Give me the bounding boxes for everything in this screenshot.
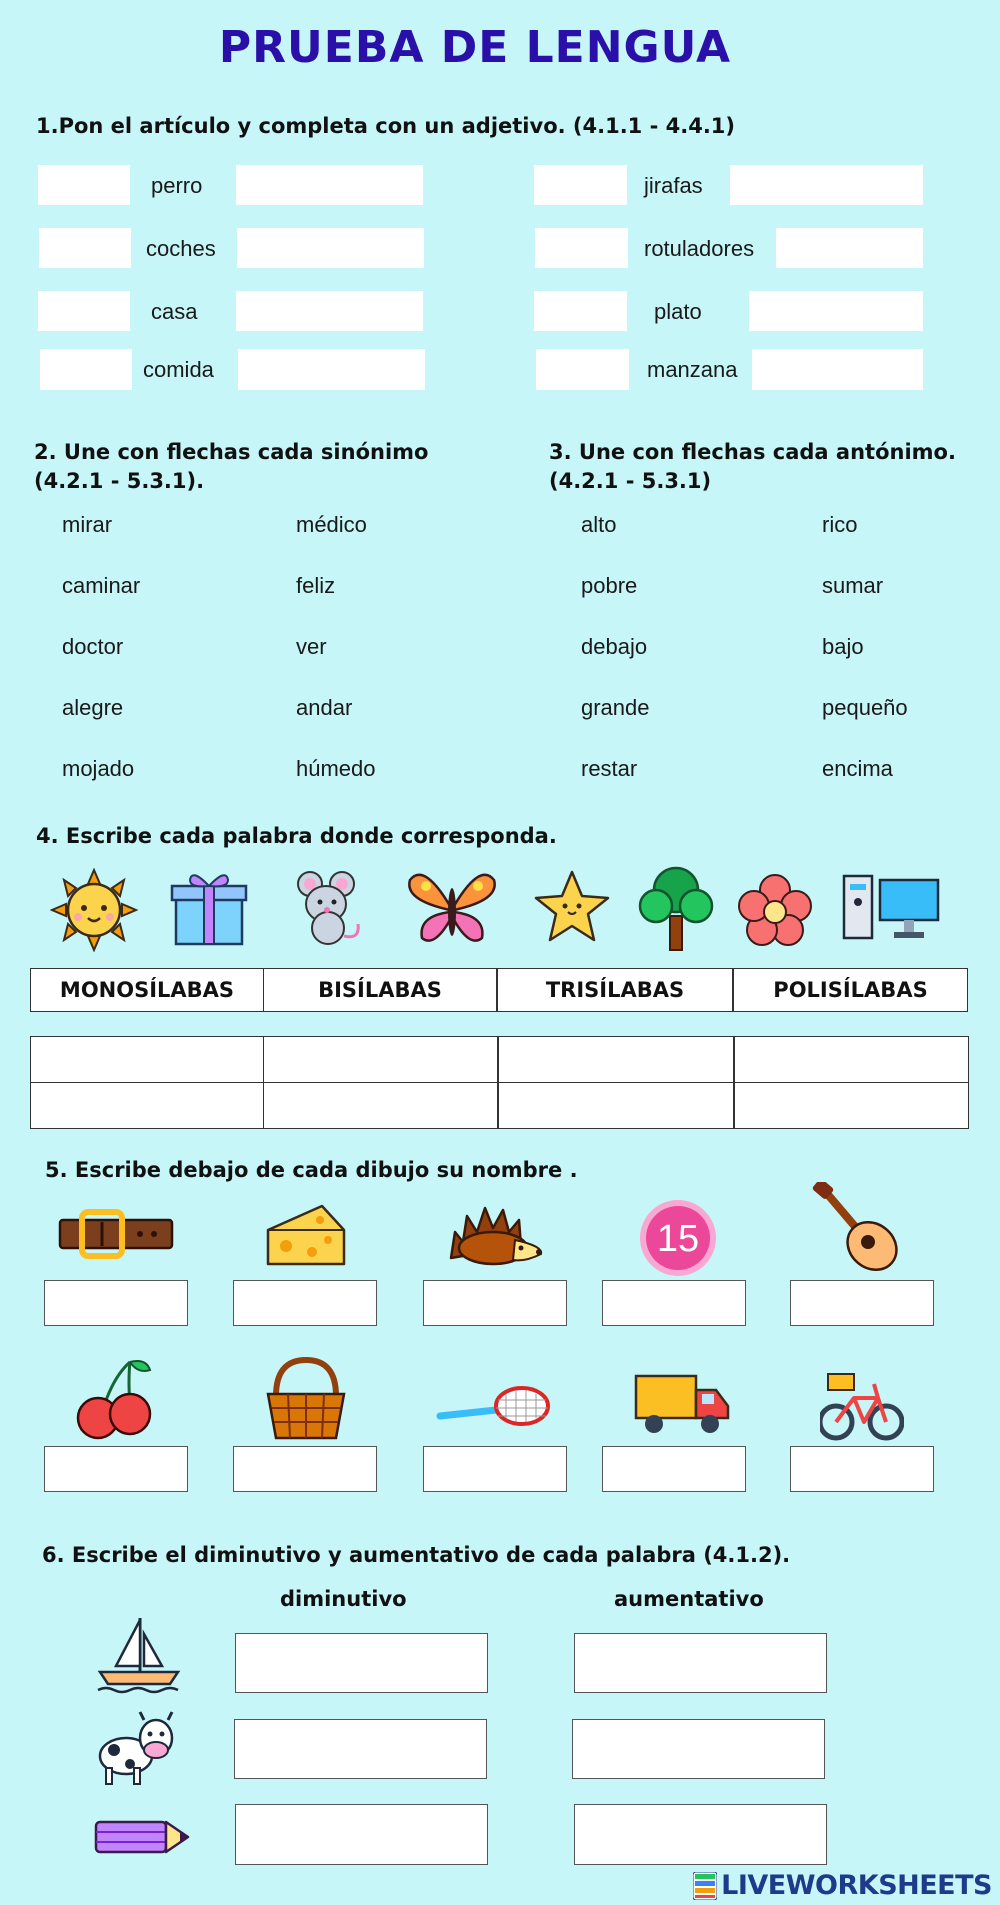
name-field-hedgehog[interactable] xyxy=(423,1280,567,1326)
basket-icon[interactable] xyxy=(264,1356,348,1442)
star-icon[interactable] xyxy=(532,868,612,946)
mouse-icon[interactable] xyxy=(288,866,368,948)
augmentative-field-pencil[interactable] xyxy=(574,1804,827,1865)
synonym-left-word[interactable]: mojado xyxy=(62,756,135,781)
tree-icon[interactable] xyxy=(636,864,716,952)
butterfly-icon[interactable] xyxy=(404,866,500,950)
adjective-field-jirafas[interactable] xyxy=(730,165,923,205)
sun-icon[interactable] xyxy=(50,868,138,952)
adjective-field-rotuladores[interactable] xyxy=(776,228,923,268)
guitar-icon[interactable] xyxy=(810,1182,906,1272)
noun-word: jirafas xyxy=(644,173,703,198)
answer-cell[interactable] xyxy=(734,1036,969,1083)
pencil-icon[interactable] xyxy=(90,1816,192,1858)
column-header-monosilabas: MONOSÍLABAS xyxy=(30,968,264,1012)
liveworksheets-logo[interactable] xyxy=(693,1870,992,1901)
hedgehog-icon[interactable] xyxy=(445,1202,545,1268)
section2-heading xyxy=(34,438,428,496)
answer-cell[interactable] xyxy=(263,1036,498,1083)
adjective-field-casa[interactable] xyxy=(236,291,423,331)
noun-word: plato xyxy=(654,299,702,324)
synonym-left-word[interactable]: alegre xyxy=(62,695,124,720)
flower-icon[interactable] xyxy=(738,874,812,950)
antonym-left-word[interactable]: alto xyxy=(581,512,617,537)
adjective-field-perro[interactable] xyxy=(236,165,423,205)
synonym-left-word[interactable]: caminar xyxy=(62,573,141,598)
synonym-left-word[interactable]: doctor xyxy=(62,634,124,659)
article-field-jirafas[interactable] xyxy=(534,165,627,205)
article-field-manzana[interactable] xyxy=(536,349,629,390)
section3-heading xyxy=(549,438,956,496)
antonym-right-word[interactable]: rico xyxy=(822,512,858,537)
synonym-right-word[interactable]: médico xyxy=(296,512,367,537)
noun-word: casa xyxy=(151,299,198,324)
synonym-right-word[interactable]: andar xyxy=(296,695,353,720)
bicycle-icon[interactable] xyxy=(820,1370,904,1442)
section2-heading-line1: 2. Une con flechas cada sinónimo xyxy=(34,440,429,464)
sailboat-icon[interactable] xyxy=(96,1614,182,1698)
racket-icon[interactable] xyxy=(436,1384,552,1430)
liveworksheets-logo-text: LIVEWORKSHEETS xyxy=(721,1870,992,1901)
antonym-right-word[interactable]: encima xyxy=(822,756,893,781)
answer-cell[interactable] xyxy=(498,1036,734,1083)
answer-cell[interactable] xyxy=(498,1082,734,1129)
diminutive-field-cow[interactable] xyxy=(234,1719,487,1779)
diminutive-field-pencil[interactable] xyxy=(235,1804,488,1865)
name-field-belt[interactable] xyxy=(44,1280,188,1326)
article-field-coches[interactable] xyxy=(39,228,131,268)
antonym-left-word[interactable]: restar xyxy=(581,756,638,781)
name-field-guitar[interactable] xyxy=(790,1280,934,1326)
adjective-field-manzana[interactable] xyxy=(752,349,923,390)
name-field-bicycle[interactable] xyxy=(790,1446,934,1492)
adjective-field-plato[interactable] xyxy=(749,291,923,331)
column-header-trisilabas: TRISÍLABAS xyxy=(497,968,733,1012)
adjective-field-comida[interactable] xyxy=(238,349,425,390)
number-fifteen-text: 15 xyxy=(656,1218,700,1260)
antonym-right-word[interactable]: bajo xyxy=(822,634,864,659)
augmentative-field-cow[interactable] xyxy=(572,1719,825,1779)
section2-heading-line2: (4.2.1 - 5.3.1). xyxy=(34,469,205,493)
augmentative-field-boat[interactable] xyxy=(574,1633,827,1693)
adjective-field-coches[interactable] xyxy=(237,228,424,268)
noun-word: perro xyxy=(151,173,203,198)
answer-cell[interactable] xyxy=(734,1082,969,1129)
diminutive-column-header: diminutivo xyxy=(280,1587,407,1611)
noun-word: comida xyxy=(143,357,214,382)
antonym-right-word[interactable]: sumar xyxy=(822,573,884,598)
section4-heading: 4. Escribe cada palabra donde corresponda. xyxy=(36,824,557,848)
name-field-racket[interactable] xyxy=(423,1446,567,1492)
augmentative-column-header: aumentativo xyxy=(614,1587,764,1611)
name-field-truck[interactable] xyxy=(602,1446,746,1492)
page-title: PRUEBA DE LENGUA xyxy=(218,22,732,73)
computer-icon[interactable] xyxy=(842,874,942,942)
gift-icon[interactable] xyxy=(168,866,250,948)
cow-icon[interactable] xyxy=(96,1708,176,1788)
liveworksheets-logo-icon xyxy=(693,1872,717,1900)
name-field-basket[interactable] xyxy=(233,1446,377,1492)
article-field-comida[interactable] xyxy=(40,349,132,390)
antonym-left-word[interactable]: pobre xyxy=(581,573,638,598)
cheese-icon[interactable] xyxy=(264,1202,348,1268)
section6-heading: 6. Escribe el diminutivo y aumentativo de cada palabra (4.1.2). xyxy=(42,1543,791,1567)
answer-cell[interactable] xyxy=(30,1082,264,1129)
name-field-cheese[interactable] xyxy=(233,1280,377,1326)
antonym-left-word[interactable]: grande xyxy=(581,695,650,720)
noun-word: coches xyxy=(146,236,216,261)
answer-cell[interactable] xyxy=(263,1082,498,1129)
article-field-rotuladores[interactable] xyxy=(535,228,628,268)
column-header-polisilabas: POLISÍLABAS xyxy=(733,968,968,1012)
synonym-left-word[interactable]: mirar xyxy=(62,512,113,537)
diminutive-field-boat[interactable] xyxy=(235,1633,488,1693)
name-field-cherries[interactable] xyxy=(44,1446,188,1492)
belt-icon[interactable] xyxy=(58,1208,174,1260)
name-field-fifteen[interactable] xyxy=(602,1280,746,1326)
article-field-casa[interactable] xyxy=(38,291,130,331)
article-field-perro[interactable] xyxy=(38,165,130,205)
section3-heading-line2: (4.2.1 - 5.3.1) xyxy=(549,469,712,493)
truck-icon[interactable] xyxy=(634,1372,730,1436)
section5-heading: 5. Escribe debajo de cada dibujo su nombre . xyxy=(45,1158,578,1182)
synonym-right-word[interactable]: ver xyxy=(296,634,327,659)
antonym-left-word[interactable]: debajo xyxy=(581,634,648,659)
cherries-icon[interactable] xyxy=(70,1356,154,1440)
answer-cell[interactable] xyxy=(30,1036,264,1083)
noun-word: manzana xyxy=(647,357,738,382)
section3-heading-line1: 3. Une con flechas cada antónimo. xyxy=(549,440,956,464)
synonym-right-word[interactable]: feliz xyxy=(296,573,336,598)
section1-heading: 1.Pon el artículo y completa con un adjetivo. (4.1.1 - 4.4.1) xyxy=(36,114,736,138)
number-fifteen-icon[interactable] xyxy=(638,1198,718,1278)
antonym-right-word[interactable]: pequeño xyxy=(822,695,908,720)
column-header-bisilabas: BISÍLABAS xyxy=(263,968,497,1012)
article-field-plato[interactable] xyxy=(534,291,627,331)
noun-word: rotuladores xyxy=(644,236,755,261)
synonym-right-word[interactable]: húmedo xyxy=(296,756,376,781)
